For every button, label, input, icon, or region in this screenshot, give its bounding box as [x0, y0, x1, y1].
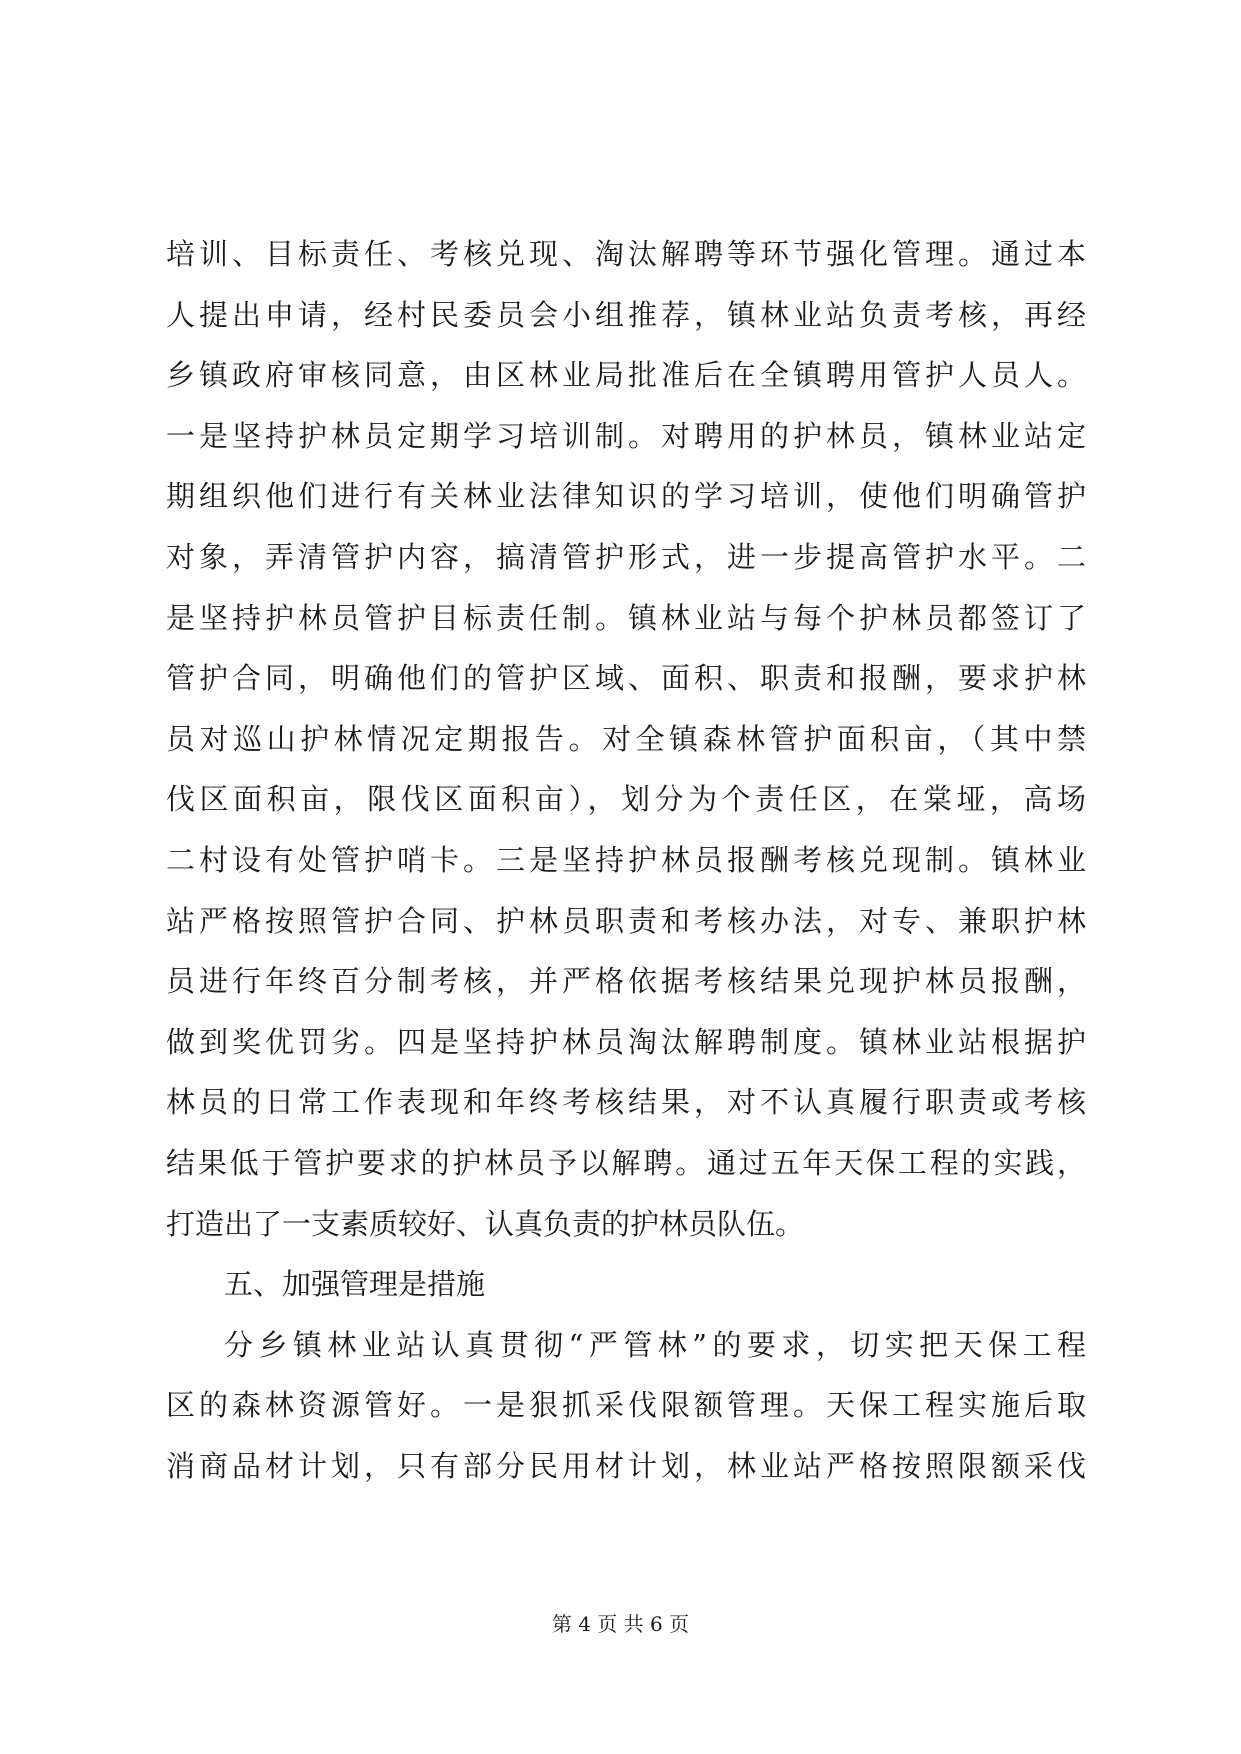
text-line: 期组织他们进行有关林业法律知识的学习培训，使他们明确管护: [166, 479, 1086, 514]
text-line: 做到奖优罚劣。四是坚持护林员淘汰解聘制度。镇林业站根据护: [166, 1024, 1086, 1059]
text-line: 对象，弄清管护内容，搞清管护形式，进一步提高管护水平。二: [166, 539, 1086, 574]
text-line: 二村设有处管护哨卡。三是坚持护林员报酬考核兑现制。镇林业: [166, 842, 1086, 877]
body-text: [166, 224, 1086, 1496]
text-line: 员对巡山护林情况定期报告。对全镇森林管护面积亩，（其中禁: [166, 721, 1086, 756]
text-line: 区的森林资源管好。一是狠抓采伐限额管理。天保工程实施后取: [166, 1388, 1086, 1423]
text-line: 一是坚持护林员定期学习培训制。对聘用的护林员，镇林业站定: [166, 418, 1086, 453]
text-line: 员进行年终百分制考核，并严格依据考核结果兑现护林员报酬，: [166, 964, 1086, 999]
text-line: 结果低于管护要求的护林员予以解聘。通过五年天保工程的实践，: [166, 1145, 1086, 1180]
text-line: 站严格按照管护合同、护林员职责和考核办法，对专、兼职护林: [166, 903, 1086, 938]
text-line: 林员的日常工作表现和年终考核结果，对不认真履行职责或考核: [166, 1085, 1086, 1120]
text-line: 管护合同，明确他们的管护区域、面积、职责和报酬，要求护林: [166, 661, 1086, 696]
text-line: 伐区面积亩，限伐区面积亩），划分为个责任区，在棠垭，高场: [166, 782, 1086, 817]
section-heading: 五、加强管理是措施: [224, 1267, 486, 1302]
text-line: 是坚持护林员管护目标责任制。镇林业站与每个护林员都签订了: [166, 600, 1086, 635]
text-line: 消商品材计划，只有部分民用材计划，林业站严格按照限额采伐: [166, 1448, 1086, 1483]
text-line: 培训、目标责任、考核兑现、淘汰解聘等环节强化管理。通过本: [166, 237, 1086, 271]
text-line: 人提出申请，经村民委员会小组推荐，镇林业站负责考核，再经: [166, 297, 1086, 332]
page-footer: 第 4 页 共 6 页: [551, 1612, 690, 1636]
text-line: 分乡镇林业站认真贯彻“严管林”的要求，切实把天保工程: [224, 1327, 1086, 1362]
text-line: 打造出了一支素质较好、认真负责的护林员队伍。: [166, 1206, 805, 1241]
text-line: 乡镇政府审核同意，由区林业局批准后在全镇聘用管护人员人。: [166, 358, 1086, 393]
